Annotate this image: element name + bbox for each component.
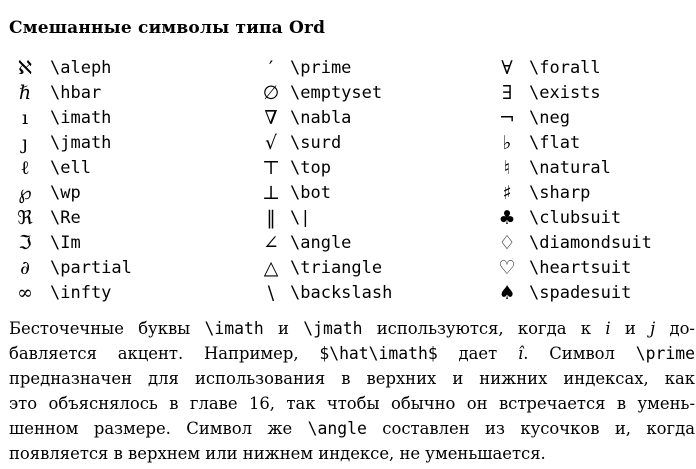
symbol-glyph: ⊤ [262, 157, 280, 179]
symbol-command: \clubsuit [529, 208, 622, 228]
math-variable: i [605, 319, 611, 338]
symbol-glyph: △ [263, 257, 279, 279]
symbol-entry [0, 206, 696, 231]
symbol-command: \spadesuit [529, 283, 632, 303]
symbol-entry [0, 181, 696, 206]
text-run: дает [437, 344, 518, 363]
symbol-command: \triangle [290, 258, 383, 278]
inline-command: \jmath [303, 319, 363, 338]
symbol-command: \hbar [50, 83, 102, 103]
text-run: составлен из кусочков и, когда [366, 419, 695, 438]
symbol-command: \flat [529, 133, 581, 153]
symbol-command: \surd [290, 133, 342, 153]
symbol-command: \sharp [529, 183, 591, 203]
symbol-command: \prime [290, 58, 352, 78]
inline-command: \prime [635, 344, 695, 363]
section-heading: Смешанные символы типа Ord [9, 18, 326, 38]
symbol-glyph: ℘ [18, 182, 32, 204]
symbol-glyph: ♢ [498, 232, 516, 254]
symbol-glyph: ∅ [262, 82, 280, 104]
symbol-command: \partial [50, 258, 132, 278]
symbol-entry [0, 231, 696, 256]
symbol-glyph: ∃ [501, 82, 513, 104]
symbol-glyph: ⊥ [262, 182, 280, 204]
symbol-glyph: √ [264, 132, 278, 154]
paragraph-line [9, 341, 695, 366]
symbol-entry [0, 256, 696, 281]
symbol-entry [0, 156, 696, 181]
symbol-entry [0, 281, 696, 306]
symbol-glyph: ℵ [17, 57, 33, 79]
math-variable: j [650, 319, 656, 338]
symbol-command: \wp [50, 183, 81, 203]
symbol-entry [0, 81, 696, 106]
symbol-glyph: ′ [268, 57, 274, 79]
symbol-table [0, 56, 696, 306]
paragraph-line: появляется в верхнем или нижнем индексе, не уменьшается. [9, 444, 546, 463]
symbol-glyph: ȷ [22, 132, 28, 154]
inline-command: $\hat\imath$ [319, 344, 438, 363]
text-run: и [610, 319, 651, 338]
symbol-command: \heartsuit [529, 258, 632, 278]
symbol-command: \emptyset [290, 83, 383, 103]
symbol-command: \| [290, 208, 311, 228]
text-run: до- [655, 319, 695, 338]
symbol-command: \nabla [290, 108, 352, 128]
text-run: . Символ [523, 344, 636, 363]
symbol-entry [0, 131, 696, 156]
symbol-command: \imath [50, 108, 112, 128]
paragraph-line: предназначен для использования в верхних и нижних индексах, как [9, 369, 695, 388]
paragraph-line [9, 416, 695, 441]
symbol-glyph: ♠ [498, 282, 516, 304]
symbol-command: \angle [290, 233, 352, 253]
symbol-command: \exists [529, 83, 601, 103]
symbol-command: \diamondsuit [529, 233, 652, 253]
symbol-glyph: ∂ [20, 257, 30, 279]
symbol-command: \backslash [290, 283, 393, 303]
paragraph-line [9, 316, 695, 341]
symbol-glyph: ℑ [18, 232, 32, 254]
symbol-command: \jmath [50, 133, 112, 153]
symbol-glyph: ¬ [499, 107, 515, 129]
symbol-glyph: ℏ [18, 82, 32, 104]
inline-command: \angle [307, 419, 367, 438]
symbol-glyph: ∠ [263, 232, 279, 254]
symbol-command: \neg [529, 108, 570, 128]
symbol-glyph: ♡ [498, 257, 516, 279]
symbol-glyph: ‖ [266, 207, 276, 229]
symbol-command: \infty [50, 283, 112, 303]
symbol-entry [0, 106, 696, 131]
symbol-command: \aleph [50, 58, 112, 78]
text-run: бавляется акцент. Например, [9, 344, 320, 363]
math-symbol: ı̂ [517, 344, 524, 363]
text-run: используются, когда к [362, 319, 606, 338]
symbol-glyph: ♮ [503, 157, 511, 179]
symbol-command: \forall [529, 58, 601, 78]
symbol-glyph: ∞ [17, 282, 33, 304]
symbol-glyph: ℓ [20, 157, 30, 179]
paragraph-line: это объяснялось в главе 16, так чтобы обычно он встречается в умень- [9, 394, 695, 413]
symbol-glyph: ℜ [17, 207, 33, 229]
symbol-command: \natural [529, 158, 611, 178]
symbol-glyph: ∀ [501, 57, 513, 79]
symbol-glyph: ♭ [502, 132, 512, 154]
symbol-glyph: \ [267, 282, 275, 304]
symbol-glyph: ı [21, 107, 29, 129]
symbol-command: \Re [50, 208, 81, 228]
symbol-command: \ell [50, 158, 91, 178]
inline-command: \imath [204, 319, 264, 338]
symbol-command: \top [290, 158, 331, 178]
symbol-glyph: ♯ [502, 182, 512, 204]
text-run: и [263, 319, 304, 338]
symbol-glyph: ∇ [264, 107, 278, 129]
explanatory-paragraph [9, 316, 695, 466]
symbol-command: \Im [50, 233, 81, 253]
symbol-glyph: ♣ [498, 207, 516, 229]
symbol-command: \bot [290, 183, 331, 203]
text-run: Бесточечные буквы [9, 319, 205, 338]
symbol-entry [0, 56, 696, 81]
text-run: шенном размере. Символ же [9, 419, 308, 438]
